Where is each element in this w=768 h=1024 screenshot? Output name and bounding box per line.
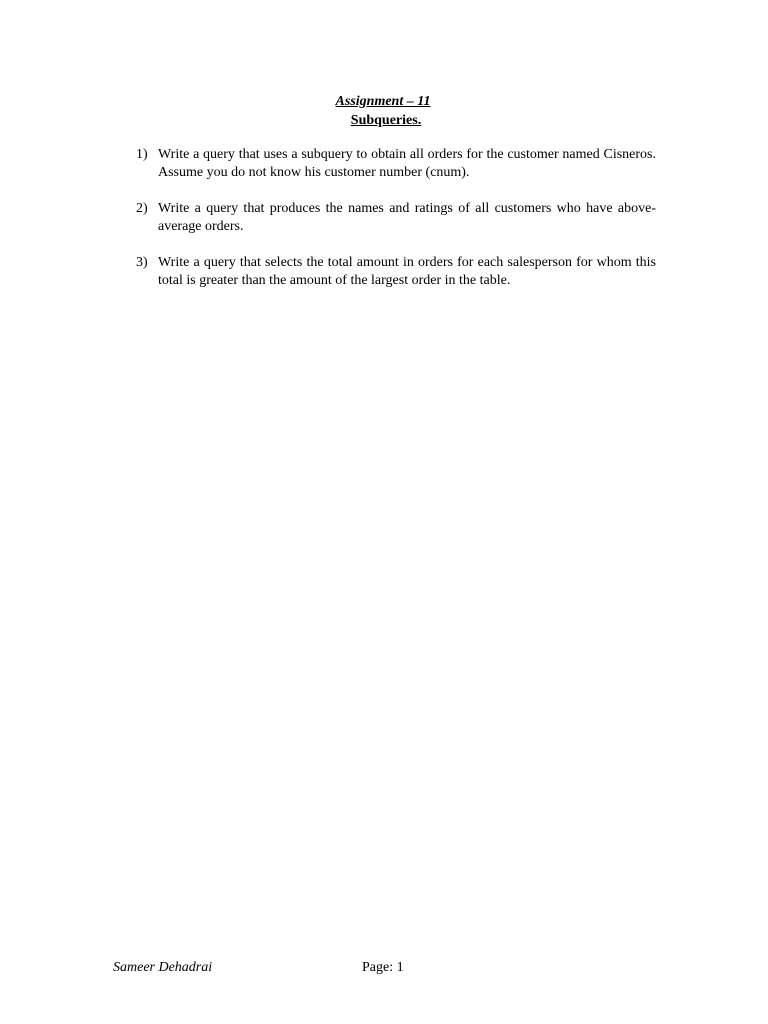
question-number: 1): [136, 147, 148, 162]
assignment-subtitle: Subqueries.: [350, 113, 422, 128]
question-item: [136, 146, 656, 182]
footer-author: Sameer Dehadrai: [113, 960, 213, 975]
question-item: [136, 254, 656, 290]
footer-page-number: Page: 1: [362, 960, 404, 975]
question-text: Write a query that uses a subquery to obtain all orders for the customer named Cisneros. Assume you do not know his customer number (cnum).: [158, 147, 656, 180]
question-number: 3): [136, 255, 148, 270]
question-text: Write a query that produces the names and ratings of all customers who have above-average orders.: [158, 201, 656, 234]
question-text: Write a query that selects the total amount in orders for each salesperson for whom this total is greater than the amount of the largest order in the table.: [158, 255, 656, 288]
question-item: [136, 200, 656, 236]
question-number: 2): [136, 201, 148, 216]
question-list: [136, 146, 656, 290]
assignment-title: Assignment – 11: [335, 94, 431, 109]
